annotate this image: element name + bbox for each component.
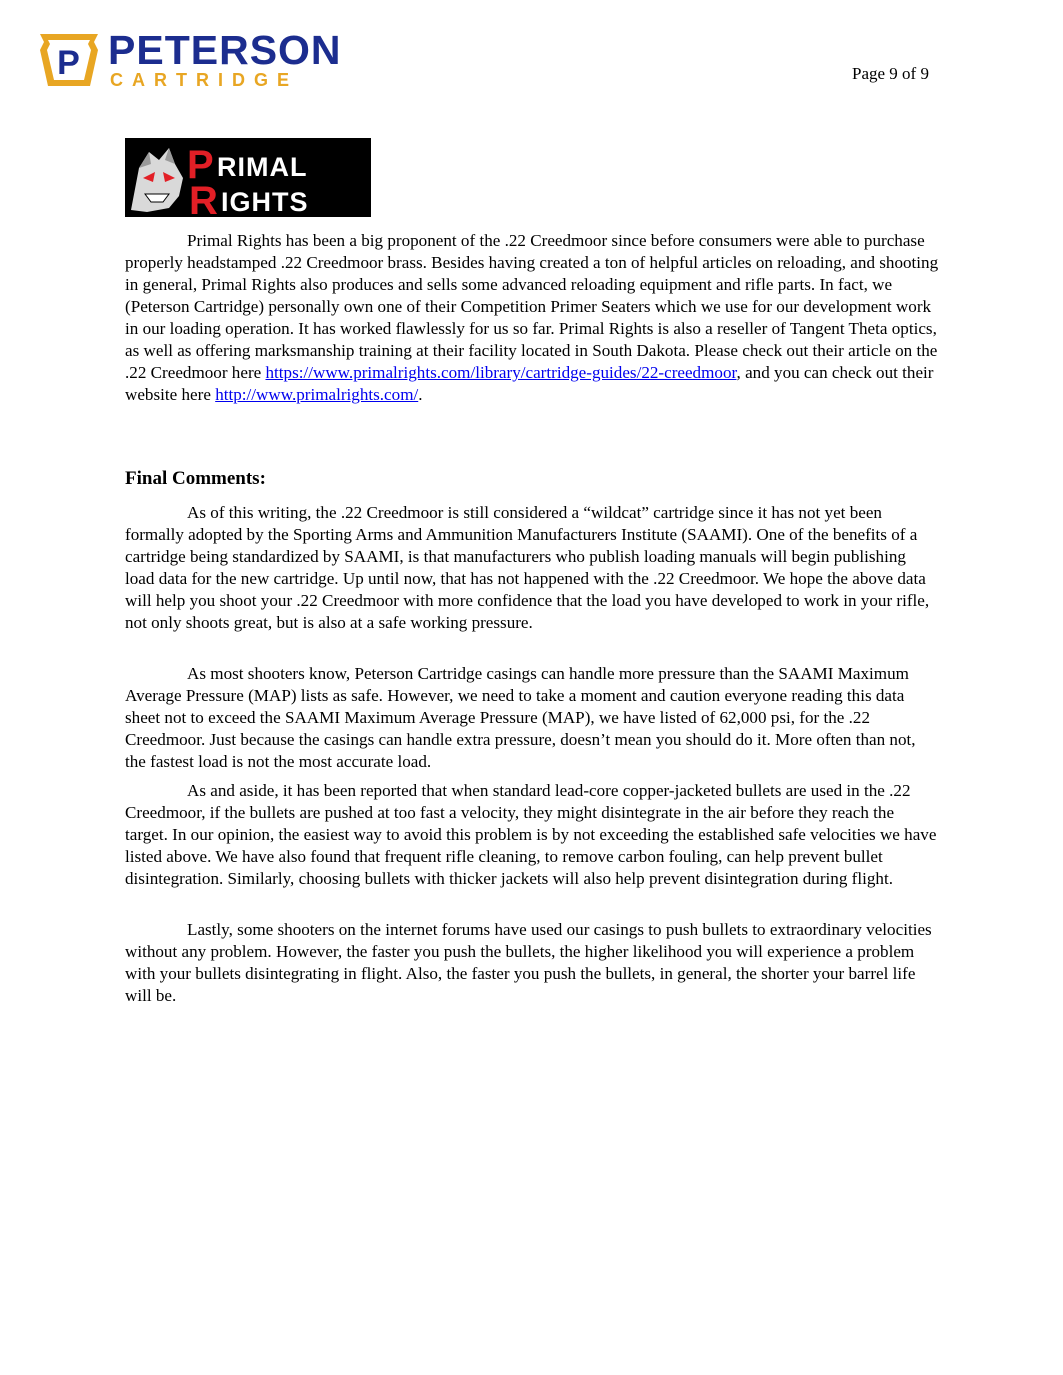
final-comments-paragraph-2 (125, 663, 939, 773)
final-comments-paragraph-3 (125, 780, 939, 890)
primal-rights-logo (125, 138, 371, 217)
rights-initial: R (189, 179, 218, 217)
primal-paragraph-middle: , and you can check out their website here (125, 363, 934, 404)
logo-word-peterson: PETERSON (108, 30, 342, 73)
creedmoor-article-link[interactable]: https://www.primalrights.com/library/cartridge-guides/22-creedmoor (265, 363, 737, 382)
primal-paragraph-end: . (418, 385, 423, 404)
paragraph-text: Lastly, some shooters on the internet forums have used our casings to push bullets to extraordinary velocities without any problem. However, the faster you push the bullets, the higher likelihood you will experience a problem with your bullets disintegrating in flight. Also, the faster you push the bullets, in general, the shorter your barrel life will be. (125, 920, 932, 1005)
page-number: Page 9 of 9 (852, 64, 929, 83)
primal-paragraph-text: Primal Rights has been a big proponent of the .22 Creedmoor since before consumers were able to purchase properly headstamped .22 Creedmoor brass. Besides having created a ton of helpful articles on reloading, and shooting in general, Primal Rights also produces and sells some advanced reloading equipment and rifle parts. In fact, we (Peterson Cartridge) personally own one of their Competition Primer Seaters which we use for our development work in our loading operation. It has worked flawlessly for us so far. Primal Rights is also a reseller of Tangent Theta optics, as well as offering marksmanship training at their facility located in South Dakota. Please check out their article on the .22 Creedmoor here (125, 231, 939, 382)
primal-initial: P (187, 143, 214, 187)
peterson-cartridge-logo (38, 30, 368, 90)
primal-rights-paragraph (125, 230, 939, 406)
keystone-letter: P (57, 44, 81, 82)
paragraph-text: As and aside, it has been reported that when standard lead-core copper-jacketed bullets are used in the .22 Creedmoor, if the bullets are pushed at too fast a velocity, they might disintegrate in the air before they reach the target. In our opinion, the easiest way to avoid this problem is by not exceeding the established safe velocities we have listed above. We have also found that frequent rifle cleaning, to remove carbon fouling, can help prevent bullet disintegration. Similarly, choosing bullets with thicker jackets will also help prevent disintegration during flight. (125, 781, 937, 888)
final-comments-heading: Final Comments: (125, 468, 266, 489)
final-comments-paragraph-1 (125, 502, 939, 634)
primal-rest: RIMAL (217, 152, 308, 182)
paragraph-text: As most shooters know, Peterson Cartridge casings can handle more pressure than the SAAMI Maximum Average Pressure (MAP) lists as safe. However, we need to take a moment and caution everyone reading this data sheet not to exceed the SAAMI Maximum Average Pressure (MAP), we have listed of 62,000 psi, for the .22 Creedmoor. Just because the casings can handle extra pressure, doesn’t mean you should do it. More often than not, the fastest load is not the most accurate load. (125, 664, 916, 771)
paragraph-text: As of this writing, the .22 Creedmoor is still considered a “wildcat” cartridge since it has not yet been formally adopted by the Sporting Arms and Ammunition Manufacturers Institute (SAAMI). One of the benefits of a cartridge being standardized by SAAMI, is that manufacturers who publish loading manuals will begin publishing load data for the new cartridge. Up until now, that has not happened with the .22 Creedmoor. We hope the above data will help you shoot your .22 Creedmoor with more confidence that the load you have developed to work in your rifle, not only shoots great, but is also at a safe working pressure. (125, 503, 930, 632)
final-comments-paragraph-4 (125, 919, 939, 1007)
keystone-icon (40, 34, 98, 86)
rights-rest: IGHTS (221, 187, 309, 217)
logo-word-cartridge: CARTRIDGE (110, 70, 298, 90)
primal-rights-website-link[interactable]: http://www.primalrights.com/ (215, 385, 419, 404)
